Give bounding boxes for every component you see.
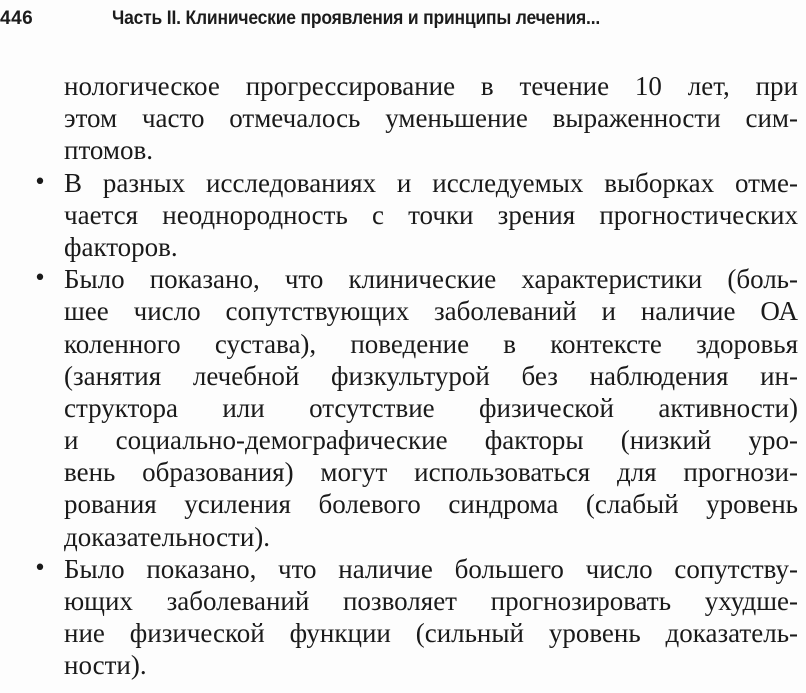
text-line xyxy=(0,456,806,488)
text-line xyxy=(0,231,806,263)
text-line xyxy=(0,392,806,424)
line-text: структора или отсутствие физической активности) xyxy=(64,392,798,423)
bullet-icon: • xyxy=(33,555,47,581)
line-text: нологическое прогрессирование в течение 10 лет, при xyxy=(64,71,798,101)
bullet-icon: • xyxy=(33,169,47,195)
bullet-icon: • xyxy=(33,266,47,292)
line-text: шее число сопутствующих заболеваний и наличие ОА xyxy=(64,296,798,327)
line-text: ние физической функции (сильный уровень доказатель- xyxy=(64,618,798,649)
line-text: рования усиления болевого синдрома (слабый уровень xyxy=(64,489,798,520)
line-text: и социально-демографические факторы (низкий уро- xyxy=(64,425,798,456)
running-header xyxy=(0,4,806,34)
line-text: Было показано, что наличие большего число сопутству- xyxy=(64,553,798,584)
line-text: чается неоднородность с точки зрения прогностических xyxy=(64,199,798,230)
text-line xyxy=(0,134,806,166)
bullet-item xyxy=(0,167,806,264)
text-line xyxy=(0,199,806,231)
line-text: ющих заболеваний позволяет прогнозировать ухудше- xyxy=(64,586,798,616)
text-line xyxy=(0,295,806,327)
text-line xyxy=(0,263,806,295)
line-text: ности). xyxy=(64,650,147,681)
text-line xyxy=(0,167,806,199)
line-text: доказательности). xyxy=(64,521,271,552)
page-number: 446 xyxy=(0,8,34,29)
text-line xyxy=(0,424,806,456)
line-text: этом часто отмечалось уменьшение выраженности сим- xyxy=(64,103,798,134)
text-line xyxy=(0,488,806,520)
text-line xyxy=(0,585,806,617)
line-text: В разных исследованиях и исследуемых выборках отме- xyxy=(64,167,798,198)
line-text: вень образования) могут использоваться для прогнози- xyxy=(64,457,798,488)
text-line xyxy=(0,553,806,585)
line-text: коленного сустава), поведение в контексте здоровья xyxy=(64,328,798,359)
text-line xyxy=(0,360,806,392)
text-line xyxy=(0,70,806,102)
line-text: птомов. xyxy=(64,135,153,166)
line-text: (занятия лечебной физкультурой без наблюдения ин- xyxy=(64,360,798,391)
line-text: факторов. xyxy=(64,231,178,262)
chapter-title: Часть II. Клинические проявления и принципы лечения... xyxy=(112,8,601,29)
paragraph xyxy=(0,70,806,167)
text-line xyxy=(0,649,806,681)
bullet-item xyxy=(0,263,806,553)
body-text xyxy=(0,70,806,682)
bullet-item xyxy=(0,553,806,682)
text-line xyxy=(0,102,806,134)
text-line xyxy=(0,521,806,553)
line-text: Было показано, что клинические характеристики (боль- xyxy=(64,264,798,295)
text-line xyxy=(0,328,806,360)
text-line xyxy=(0,617,806,649)
